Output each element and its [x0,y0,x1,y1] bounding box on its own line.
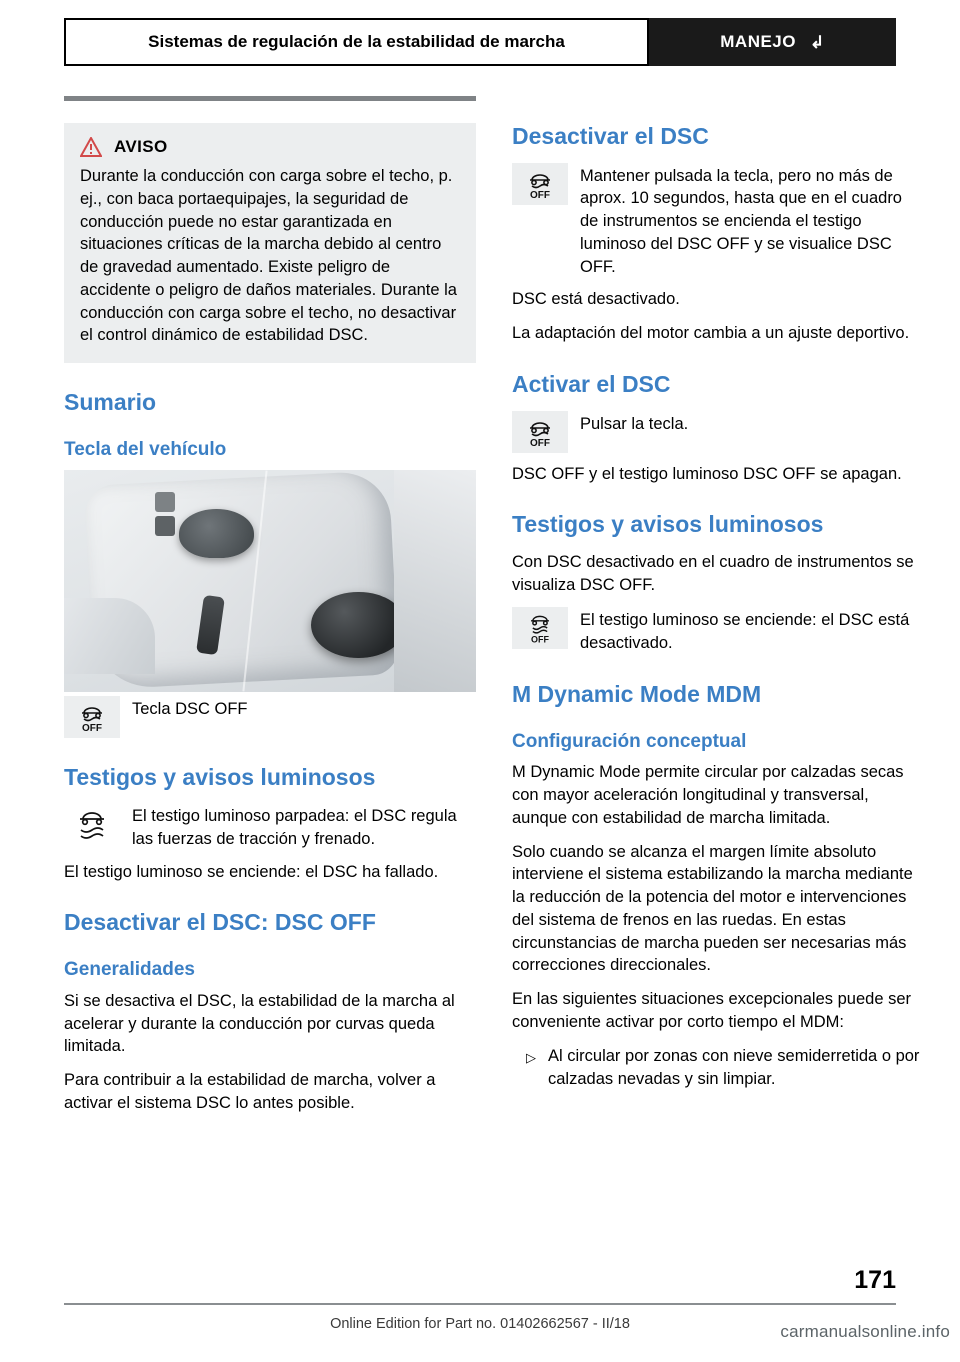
console-strip [64,598,155,673]
heading-desactivar-dsc-off: Desactivar el DSC: DSC OFF [64,909,376,936]
deactivate-text-3: La adaptación del motor cambia a un ajuste deportivo. [512,324,910,343]
mdm-situations-list [512,1045,924,1091]
warning-triangle-icon [80,137,102,157]
photo-caption-row [64,696,476,738]
dsc-blinking-text: El testigo luminoso parpadea: el DSC regula las fuerzas de tracción y frenado. [132,807,457,848]
heading-testigos-right: Testigos y avisos luminosos [512,511,824,538]
header-section-title-text: Sistemas de regulación de la estabilidad de marcha [148,32,565,51]
watermark: carmanualsonline.info [780,1322,950,1341]
dsc-off-button-icon [64,696,120,738]
svg-text:OFF: OFF [531,634,549,645]
column-rule-left [64,96,476,101]
dsc-off-button-icon [512,163,568,205]
concept-text-3: En las siguientes situaciones excepcionales puede ser conveniente activar por corto tiempo el MDM: [512,990,911,1032]
dsc-blinking-indicator-icon [64,803,120,845]
heading-testigos-left: Testigos y avisos luminosos [64,763,376,790]
console-button-lower [155,516,176,536]
general-text-1: Si se desactiva el DSC, la estabilidad de la marcha al acelerar y durante la conducción por curvas queda limitada. [64,991,455,1056]
concept-text-1: M Dynamic Mode permite circular por calzadas secas con mayor aceleración longitudinal y transversal, aunque con estabilidad de marcha limitada. [512,763,904,827]
header-section-title [64,18,649,66]
corner-arrow-icon: ↲ [809,33,825,52]
heading-generalidades: Generalidades [64,959,195,980]
lights-text-2: El testigo luminoso se enciende: el DSC está desactivado. [580,611,910,653]
left-column [64,96,476,1126]
dsc-off-button-icon [512,411,568,453]
activate-text-1: Pulsar la tecla. [580,414,689,433]
center-console-photo [64,470,476,692]
console-button-pad [179,509,253,558]
heading-mdm: M Dynamic Mode MDM [512,680,762,707]
bullet-triangle-icon: ▷ [526,1049,536,1065]
warning-notice-header [80,137,460,157]
heading-desactivar-el-dsc: Desactivar el DSC [512,123,709,149]
warning-notice-title: AVISO [114,137,168,156]
dsc-blinking-row [64,803,476,851]
deactivate-text-2: DSC está desactivado. [512,290,680,309]
deactivate-text-1: Mantener pulsada la tecla, pero no más de aprox. 10 segundos, hasta que en el cuadro de instrumentos se encienda el testigo luminoso del DSC OFF y se visualice DSC OFF. [580,166,902,276]
header-category [649,18,896,66]
console-button-upper [155,492,176,512]
heading-tecla-del-vehiculo: Tecla del vehículo [64,438,227,460]
dsc-fault-text: El testigo luminoso se enciende: el DSC ha fallado. [64,862,439,881]
warning-notice-text: Durante la conducción con carga sobre el techo, p. ej., con baca portaequipajes, la seguridad de conducción puede no estar garantizada en situaciones críticas de la marcha debido al centro de gravedad aumentado. Existe peligro de accidente o peligro de daños materiales. Durante la conducción con carga sobre el techo, no desactivar el control dinámico de estabilidad DSC. [80,167,457,345]
header-category-text: MANEJO [720,32,796,51]
dsc-off-indicator-row [512,607,924,655]
list-item-label: Al circular por zonas con nieve semiderretida o por calzadas nevadas y sin limpiar. [548,1046,920,1088]
right-column [512,96,924,1094]
list-item [512,1045,924,1091]
photo-caption-text: Tecla DSC OFF [132,699,248,718]
svg-text:OFF: OFF [82,722,102,734]
heading-activar-el-dsc: Activar el DSC [512,370,671,397]
deactivate-row [512,163,924,279]
warning-notice [64,123,476,363]
footer-divider [64,1303,896,1305]
concept-text-2: Solo cuando se alcanza el margen límite absoluto interviene el sistema estabilizando la marcha mediante la reducción de la potencia del motor e intervenciones del sistema de frenos en las ruedas. En estas circunstancias de marcha pueden ser necesarias más correcciones direccionales. [512,842,913,975]
heading-configuracion-conceptual: Configuración conceptual [512,730,747,752]
lights-text-1: Con DSC desactivado en el cuadro de instrumentos se visualiza DSC OFF. [512,552,914,594]
footer-note: Online Edition for Part no. 01402662567 - II/18 [330,1316,630,1332]
dsc-off-indicator-icon [512,607,568,649]
general-text-2: Para contribuir a la estabilidad de marcha, volver a activar el sistema DSC lo antes posible. [64,1071,436,1112]
activate-row [512,411,924,453]
page-header [64,18,896,66]
page-number: 171 [854,1266,896,1294]
idrive-controller-dial [311,592,406,659]
console-right-panel [394,470,476,692]
column-rule-right [512,96,924,101]
svg-text:OFF: OFF [530,189,550,201]
activate-text-2: DSC OFF y el testigo luminoso DSC OFF se apagan. [512,464,902,483]
svg-text:OFF: OFF [530,437,550,449]
heading-sumario: Sumario [64,389,157,416]
